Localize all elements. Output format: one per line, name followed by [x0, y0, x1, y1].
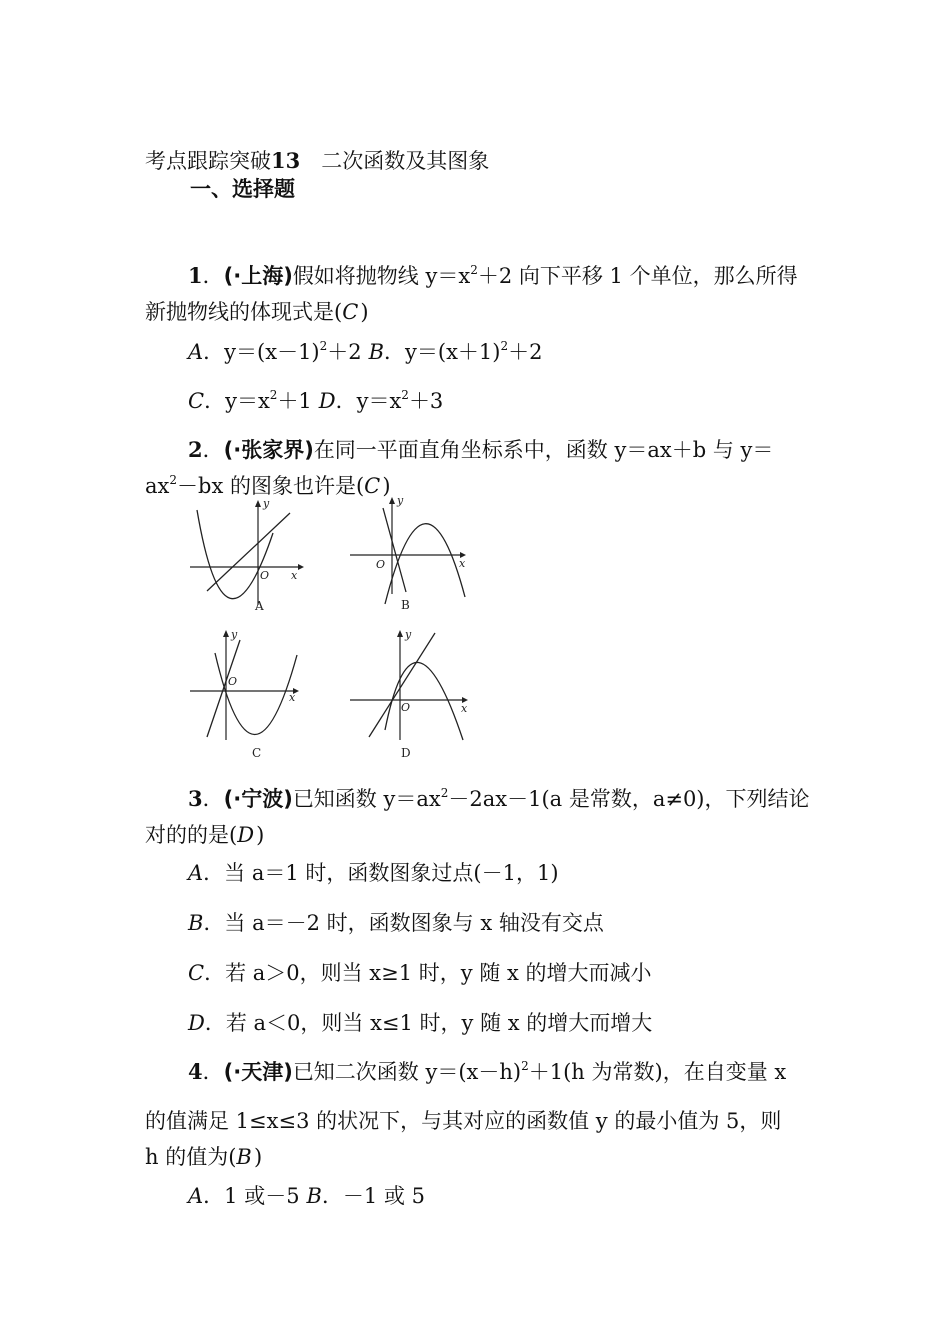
- y-arrow-icon: [223, 630, 229, 637]
- y-arrow-icon: [255, 500, 261, 507]
- question-4-stem-line2: 的值满足 1≤x≤3 的状况下，与其对应的函数值 y 的最小值为 5，则: [145, 1109, 782, 1133]
- question-4-answer: B: [236, 1145, 252, 1169]
- figure-c: [185, 625, 310, 765]
- y-label: y: [231, 628, 238, 641]
- question-3-option-b: B．当 a＝－2 时，函数图象与 x 轴没有交点: [188, 911, 604, 935]
- question-3-option-c: C．若 a＞0，则当 x≥1 时，y 随 x 的增大而减小: [188, 961, 652, 985]
- question-2-answer: C: [364, 474, 381, 498]
- y-arrow-icon: [397, 630, 403, 637]
- question-4-stem-line1: 4．(·天津)已知二次函数 $y=(x-h)^2+1(h$ 为常数)，在自变量 x: [188, 1059, 787, 1084]
- question-1-options-ab: A．$y=(x-1)^2+2$ B．$y=(x+1)^2+2$: [188, 339, 543, 364]
- line: [207, 640, 240, 737]
- title-topic: 二次函数及其图象: [321, 149, 490, 173]
- y-arrow-icon: [389, 497, 395, 504]
- origin-label: O: [228, 675, 238, 688]
- parabola: [385, 524, 465, 604]
- parabola: [197, 510, 273, 599]
- question-3-stem-line1: 3．(·宁波)已知函数 $y=ax^2-2ax-1(a$ 是常数，a≠0)，下列结论: [188, 786, 810, 811]
- origin-label: O: [260, 569, 270, 582]
- figure-caption: D: [401, 746, 411, 760]
- question-3-answer: D: [237, 823, 255, 847]
- y-label: y: [263, 497, 270, 510]
- y-label: y: [405, 628, 412, 641]
- title-number: 13: [271, 148, 301, 173]
- figure-caption: B: [401, 598, 410, 612]
- question-3-stem-line2: 对的的是(D ): [145, 823, 265, 847]
- figure-b: [345, 492, 475, 617]
- question-1-stem-line1: 1．(·上海)假如将抛物线 $y=x^2+2$ 向下平移 1 个单位，那么所得: [188, 263, 798, 288]
- question-2-stem-line1: 2．(·张家界)在同一平面直角坐标系中，函数 y＝ax＋b 与 y＝: [188, 437, 774, 462]
- question-3-option-a: A．当 a＝1 时，函数图象过点(－1，1): [188, 861, 559, 885]
- x-label: x: [289, 691, 296, 704]
- x-arrow-icon: [298, 564, 304, 570]
- line: [369, 633, 435, 737]
- section-heading: 一、选择题: [190, 177, 295, 201]
- origin-label: O: [376, 558, 386, 571]
- x-label: x: [459, 557, 466, 570]
- x-label: x: [461, 702, 468, 715]
- figure-caption: C: [252, 746, 262, 760]
- y-label: y: [397, 494, 404, 507]
- question-1-answer: C: [342, 300, 359, 324]
- question-4-stem-line3: h 的值为(B ): [145, 1145, 263, 1169]
- page-title: 考点跟踪突破13 二次函数及其图象: [145, 148, 490, 173]
- parabola: [385, 662, 463, 740]
- origin-label: O: [401, 701, 411, 714]
- figure-caption: A: [255, 599, 264, 613]
- figure-a: [185, 495, 310, 615]
- question-2-stem-line2: $ax^2-bx$ 的图象也许是(C ): [145, 473, 391, 498]
- question-4-options-ab: A．1 或－5 B．－1 或 5: [188, 1184, 426, 1208]
- question-1-options-cd: C．$y=x^2+1$ D．$y=x^2+3$: [188, 388, 444, 413]
- question-3-option-d: D．若 a＜0，则当 x≤1 时，y 随 x 的增大而增大: [188, 1011, 653, 1035]
- x-label: x: [291, 569, 298, 582]
- figure-d: [345, 625, 475, 765]
- line: [207, 513, 290, 591]
- parabola: [215, 653, 297, 735]
- question-1-stem-line2: 新抛物线的体现式是(C ): [145, 300, 369, 324]
